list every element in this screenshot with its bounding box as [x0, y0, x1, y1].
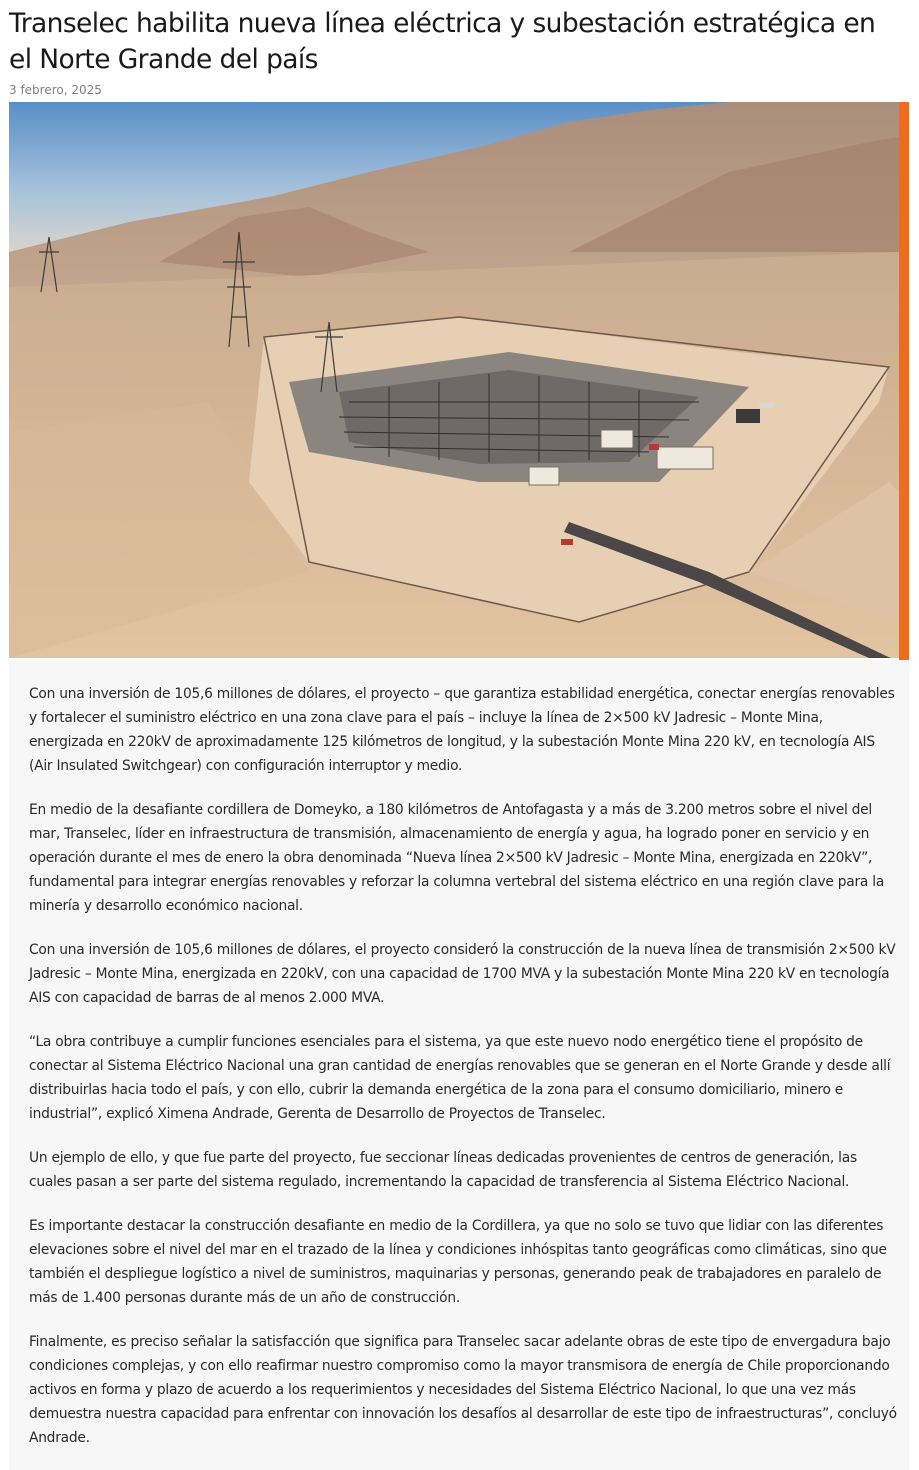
- article-date: 3 febrero, 2025: [9, 83, 102, 97]
- article-paragraph: “La obra contribuye a cumplir funciones esenciales para el sistema, ya que este nuevo nodo energético tiene el propósito de conectar al Sistema Eléctrico Nacional una gran cantidad de energías renovables que se generan en el Norte Grande y desde allí distribuirlas hacia todo el país, y con ello, cubrir la demanda energética de la zona para el consumo domiciliario, minero e industrial”, explicó Ximena Andrade, Gerenta de Desarrollo de Proyectos de Transelec.: [29, 1034, 891, 1122]
- article-title: Transelec habilita nueva línea eléctrica y subestación estratégica en el Norte Grande del país: [9, 8, 876, 75]
- article-paragraph: Es importante destacar la construcción desafiante en medio de la Cordillera, ya que no solo se tuvo que lidiar con las diferentes elevaciones sobre el nivel del mar en el trazado de la línea y condiciones inhóspitas tanto geográficas como climáticas, sino que también el despliegue logístico a nivel de suministros, maquinarias y personas, generando peak de trabajadores en paralelo de más de 1.400 personas durante más de un año de construcción.: [29, 1218, 887, 1306]
- article-paragraph: Con una inversión de 105,6 millones de dólares, el proyecto – que garantiza estabilidad energética, conectar energías renovables y fortalecer el suministro eléctrico en una zona clave para el país – incluye la línea de 2×500 kV Jadresic – Monte Mina, energizada en 220kV de aproximadamente 125 kilómetros de longitud, y la subestación Monte Mina 220 kV, en tecnología AIS (Air Insulated Switchgear) con configuración interruptor y medio.: [29, 686, 895, 774]
- accent-bar: [899, 102, 909, 660]
- article-paragraph: Con una inversión de 105,6 millones de dólares, el proyecto consideró la construcción de la nueva línea de transmisión 2×500 kV Jadresic – Monte Mina, energizada en 220kV, con una capacidad de 1700 MVA y la subestación Monte Mina 220 kV en tecnología AIS con capacidad de barras de al menos 2.000 MVA.: [29, 942, 896, 1006]
- article-paragraph: Finalmente, es preciso señalar la satisfacción que significa para Transelec sacar adelante obras de este tipo de envergadura bajo condiciones complejas, y con ello reafirmar nuestro compromiso como la mayor transmisora de energía de Chile proporcionando activos en forma y plazo de acuerdo a los requerimientos y necesidades del Sistema Eléctrico Nacional, lo que una vez más demuestra nuestra capacidad para enfrentar con innovación los desafíos al desarrollar de este tipo de infraestructuras”, concluyó Andrade.: [29, 1334, 897, 1446]
- article-hero-image: [9, 102, 899, 658]
- article-paragraph: Un ejemplo de ello, y que fue parte del proyecto, fue seccionar líneas dedicadas provenientes de centros de generación, las cuales pasan a ser parte del sistema regulado, incrementando la capacidad de transferencia al Sistema Eléctrico Nacional.: [29, 1150, 857, 1190]
- article-paragraph: En medio de la desafiante cordillera de Domeyko, a 180 kilómetros de Antofagasta y a más de 3.200 metros sobre el nivel del mar, Transelec, líder en infraestructura de transmisión, almacenamiento de energía y agua, ha logrado poner en servicio y en operación durante el mes de enero la obra denominada “Nueva línea 2×500 kV Jadresic – Monte Mina, energizada en 220kV”, fundamental para integrar energías renovables y reforzar la columna vertebral del sistema eléctrico en una región clave para la minería y desarrollo económico nacional.: [29, 802, 885, 914]
- aerial-substation-photo: [9, 102, 899, 658]
- article-body: [29, 682, 901, 1470]
